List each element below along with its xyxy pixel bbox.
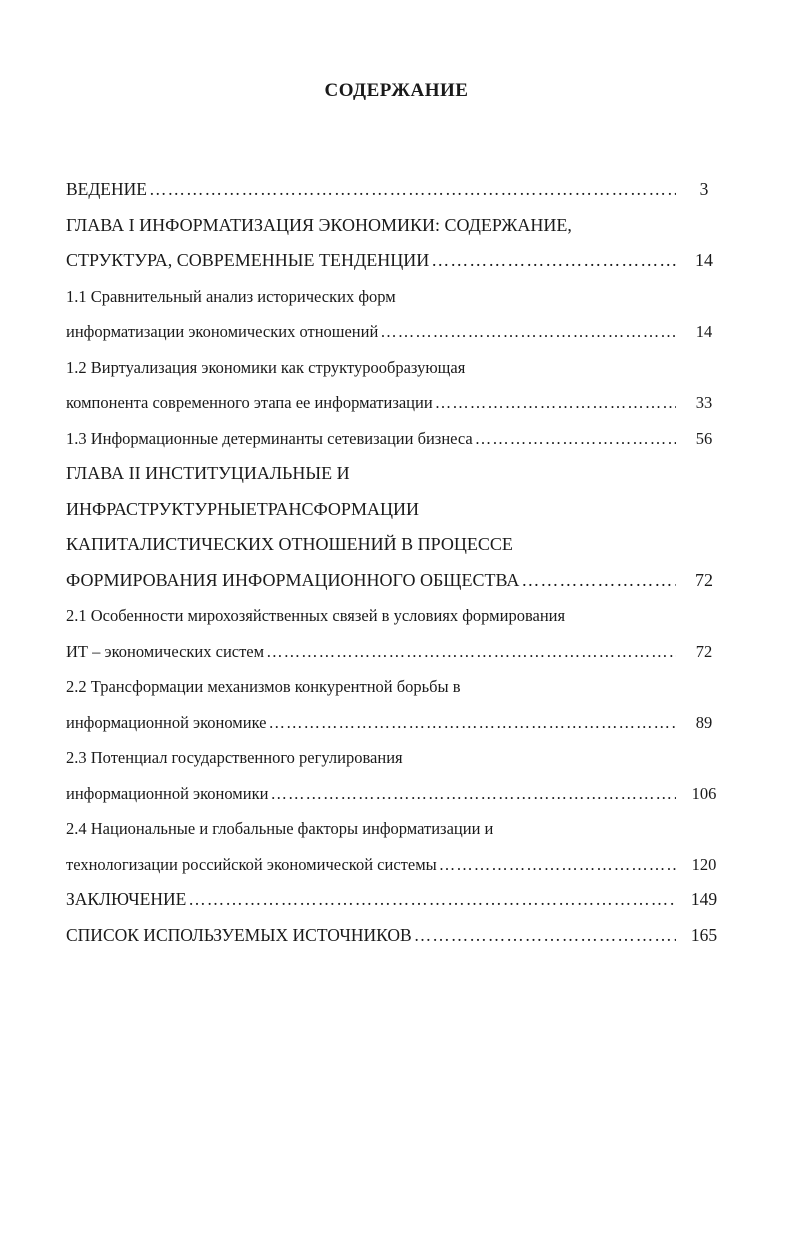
toc-entry-text: 1.1 Сравнительный анализ исторических форм [66,286,396,306]
dot-leader [414,918,676,954]
dot-leader [439,847,676,883]
toc-entry-text: КАПИТАЛИСТИЧЕСКИХ ОТНОШЕНИЙ В ПРОЦЕССЕ [66,534,513,554]
toc-page-number: 14 [695,250,713,270]
dot-leader [269,705,676,741]
toc-section-1-3 [66,421,726,457]
dot-leader [475,421,676,457]
dot-leader [188,882,676,918]
toc-chapter-2-line-2 [66,492,726,528]
table-of-contents [66,172,726,953]
toc-entry-text: информатизации экономических отношений [66,322,379,341]
toc-page-number: 72 [695,569,713,590]
toc-page-number: 165 [690,924,718,945]
toc-page-number: 149 [690,889,718,909]
toc-entry-text: СПИСОК ИСПОЛЬЗУЕМЫХ ИСТОЧНИКОВ [66,924,412,945]
toc-entry-text: 1.2 Виртуализация экономики как структурообразующая [66,357,466,377]
toc-page-number: 33 [695,393,713,412]
toc-entry-text: информационной экономике [66,712,267,732]
toc-section-1-1 [66,314,726,350]
toc-entry-text: ГЛАВА I ИНФОРМАТИЗАЦИЯ ЭКОНОМИКИ: СОДЕРЖАНИЕ, [66,214,572,235]
toc-entry-text: ИТ – экономических систем [66,641,265,661]
dot-leader [521,563,676,599]
toc-section-2-2 [66,705,726,741]
dot-leader [149,172,676,208]
toc-section-2-4-line-1 [66,811,726,847]
toc-page-number: 106 [691,783,717,803]
dot-leader [431,243,676,279]
toc-entry-text: ИНФРАСТРУКТУРНЫЕТРАНСФОРМАЦИИ [66,498,419,519]
toc-entry-text: ГЛАВА II ИНСТИТУЦИАЛЬНЫЕ И [66,463,350,483]
dot-leader [266,634,676,670]
toc-page-number: 56 [695,428,713,448]
toc-chapter-2-line-1 [66,456,726,492]
toc-entry-text: ФОРМИРОВАНИЯ ИНФОРМАЦИОННОГО ОБЩЕСТВА [66,569,520,590]
toc-section-2-3-line-1 [66,740,726,776]
toc-entry-text: информационной экономики [66,783,269,803]
toc-chapter-2 [66,563,726,599]
toc-section-2-1-line-1 [66,598,726,634]
toc-entry-sources [66,918,726,954]
toc-entry-text: ВЕДЕНИЕ [66,179,147,199]
toc-chapter-1-line-1 [66,208,726,244]
toc-page-number: 3 [699,179,709,199]
toc-section-1-2-line-1 [66,350,726,386]
toc-entry-text: 2.1 Особенности мирохозяйственных связей в условиях формирования [66,606,566,625]
toc-entry-text: 1.3 Информационные детерминанты сетевизации бизнеса [66,428,473,448]
toc-section-1-1-line-1 [66,279,726,315]
toc-page-number: 14 [695,322,713,341]
toc-entry-intro [66,172,726,208]
toc-chapter-2-line-3 [66,527,726,563]
page-title: СОДЕРЖАНИЕ [324,80,469,101]
toc-page-number: 89 [695,712,713,732]
toc-entry-text: 2.3 Потенциал государственного регулирования [66,748,403,767]
toc-section-2-2-line-1 [66,669,726,705]
toc-section-2-3 [66,776,726,812]
toc-section-2-4 [66,847,726,883]
toc-section-2-1 [66,634,726,670]
toc-entry-text: ЗАКЛЮЧЕНИЕ [66,889,187,909]
toc-entry-text: технологизации российской экономической системы [66,854,437,874]
toc-entry-conclusion [66,882,726,918]
toc-section-1-2 [66,385,726,421]
dot-leader [435,385,676,421]
toc-page-number: 120 [691,854,717,874]
dot-leader [380,314,676,350]
toc-entry-text: 2.2 Трансформации механизмов конкурентной борьбы в [66,677,461,696]
toc-entry-text: компонента современного этапа ее информатизации [66,393,433,412]
toc-chapter-1 [66,243,726,279]
toc-entry-text: СТРУКТУРА, СОВРЕМЕННЫЕ ТЕНДЕНЦИИ [66,250,430,270]
dot-leader [270,776,676,812]
toc-entry-text: 2.4 Национальные и глобальные факторы информатизации и [66,819,494,838]
toc-page-number: 72 [695,641,713,661]
